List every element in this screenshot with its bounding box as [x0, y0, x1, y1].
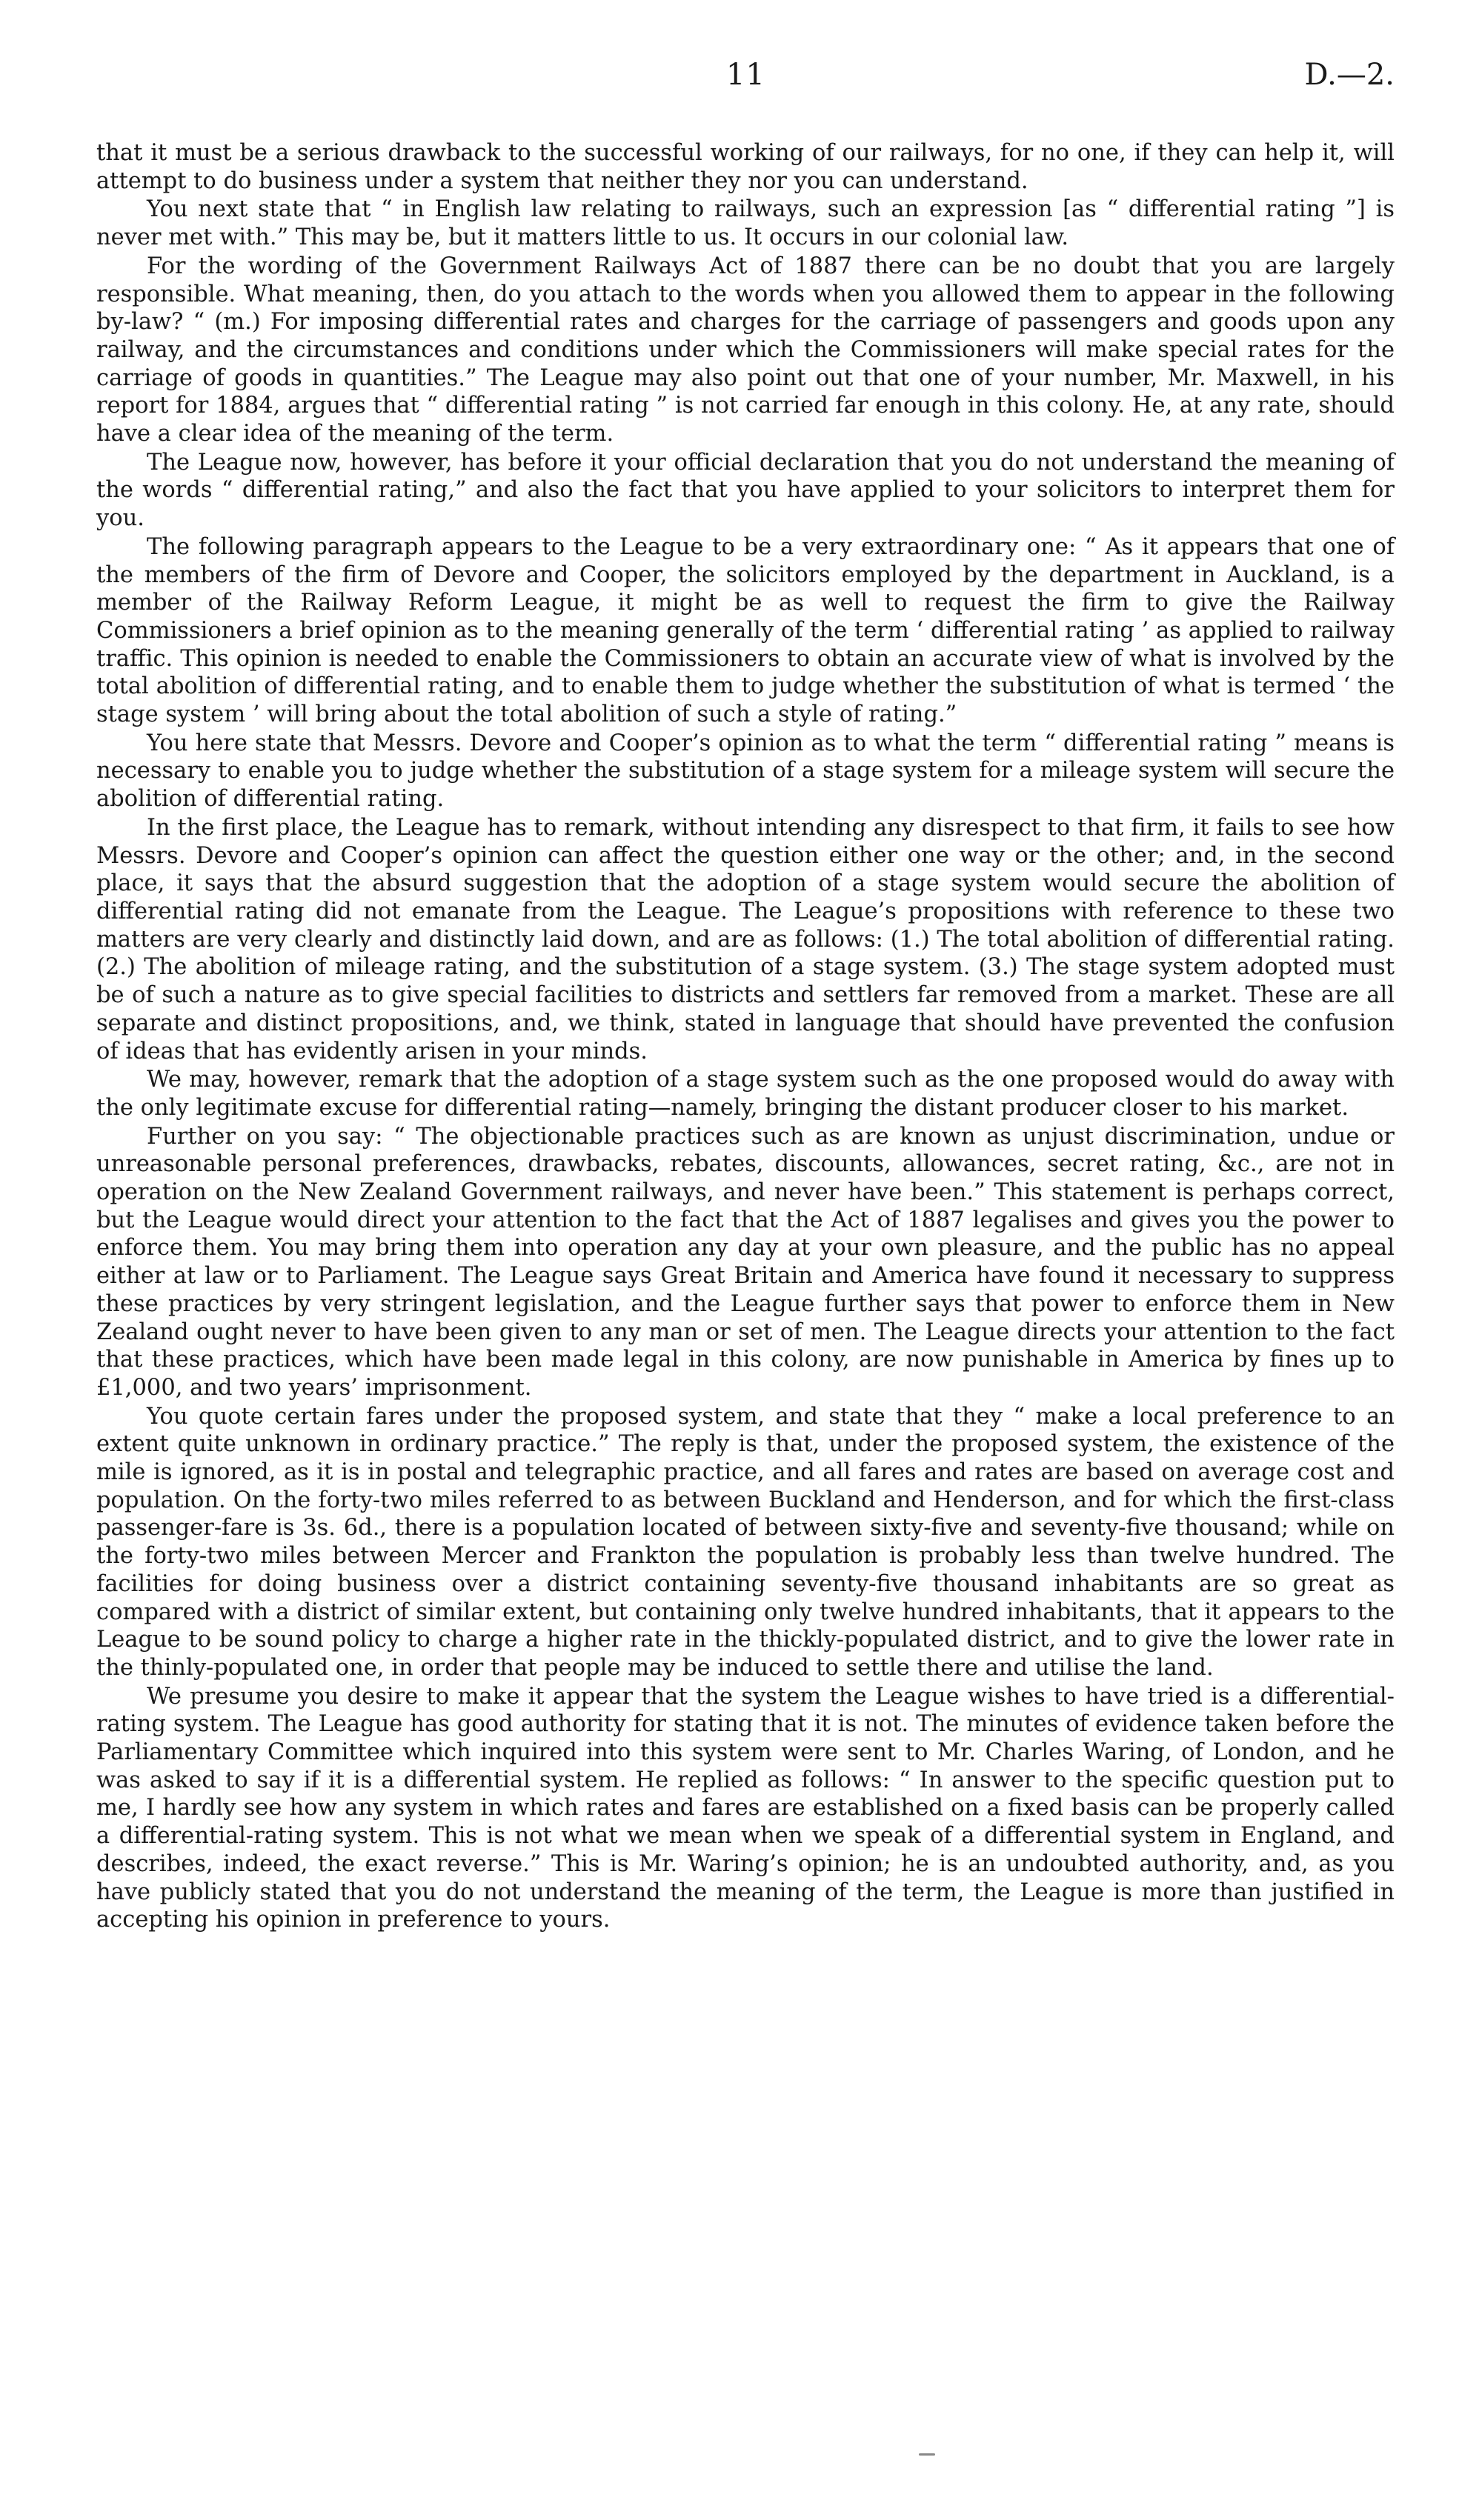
- document-reference: D.—2.: [1304, 58, 1395, 92]
- paragraph: We may, however, remark that the adoption of a stage system such as the one proposed would do away with the only legitimate excuse for differential rating—namely, bringing the distant producer closer to his market.: [96, 1067, 1395, 1121]
- paragraph: We presume you desire to make it appear that the system the League wishes to have tried is a differential-rating system. The League has good authority for stating that it is not. The minutes of evidence taken before the Parliamentary Committee which inquired into this system were sent to Mr. Charles Waring, of London, and he was asked to say if it is a differential system. He replied as follows: “ In answer to the specific question put to me, I hardly see how any system in which rates and fares are established on a fixed basis can be properly called a differential-rating system. This is not what we mean when we speak of a differential system in England, and describes, indeed, the exact reverse.” This is Mr. Waring’s opinion; he is an undoubted authority, and, as you have publicly stated that you do not understand the meaning of the term, the League is more than justified in accepting his opinion in preference to yours.: [96, 1683, 1395, 1933]
- paragraph: You here state that Messrs. Devore and Cooper’s opinion as to what the term “ differential rating ” means is necessary to enable you to judge whether the substitution of a stage system for a mileage system will secure the abolition of differential rating.: [96, 730, 1395, 813]
- page-header: [96, 58, 1395, 102]
- paragraph: For the wording of the Government Railways Act of 1887 there can be no doubt that you are largely responsible. What meaning, then, do you attach to the words when you allowed them to appear in the following by-law? “ (m.) For imposing differential rates and charges for the carriage of passengers and goods upon any railway, and the circumstances and conditions under which the Commissioners will make special rates for the carriage of goods in quantities.” The League may also point out that one of your number, Mr. Maxwell, in his report for 1884, argues that “ differential rating ” is not carried far enough in this colony. He, at any rate, should have a clear idea of the meaning of the term.: [96, 253, 1395, 447]
- paragraph: Further on you say: “ The objectionable practices such as are known as unjust discrimination, undue or unreasonable personal preferences, drawbacks, rebates, discounts, allowances, secret rating, &c., are not in operation on the New Zealand Government railways, and never have been.” This statement is perhaps correct, but the League would direct your attention to the fact that the Act of 1887 legalises and gives you the power to enforce them. You may bring them into operation any day at your own pleasure, and the public has no appeal either at law or to Parliament. The League says Great Britain and America have found it necessary to suppress these practices by very stringent legislation, and the League further says that power to enforce them in New Zealand ought never to have been given to any man or set of men. The League directs your attention to the fact that these practices, which have been made legal in this colony, are now punishable in America by fines up to £1,000, and two years’ imprisonment.: [96, 1123, 1395, 1401]
- paragraph: The following paragraph appears to the League to be a very extraordinary one: “ As it appears that one of the members of the firm of Devore and Cooper, the solicitors employed by the department in Auckland, is a member of the Railway Reform League, it might be as well to request the firm to give the Railway Commissioners a brief opinion as to the meaning generally of the term ‘ differential rating ’ as applied to railway traffic. This opinion is needed to enable the Commissioners to obtain an accurate view of what is involved by the total abolition of differential rating, and to enable them to judge whether the substitution of what is termed ‘ the stage system ’ will bring about the total abolition of such a style of rating.”: [96, 533, 1395, 728]
- scan-speck: [919, 2453, 935, 2456]
- paragraph: In the first place, the League has to remark, without intending any disrespect to that firm, it fails to see how Messrs. Devore and Cooper’s opinion can affect the question either one way or the other; and, in the second place, it says that the absurd suggestion that the adoption of a stage system would secure the abolition of differential rating did not emanate from the League. The League’s propositions with reference to these two matters are very clearly and distinctly laid down, and are as follows: (1.) The total abolition of differential rating. (2.) The abolition of mileage rating, and the substitution of a stage system. (3.) The stage system adopted must be of such a nature as to give special facilities to districts and settlers far removed from a market. These are all separate and distinct propositions, and, we think, stated in language that should have prevented the confusion of ideas that has evidently arisen in your minds.: [96, 814, 1395, 1064]
- letter-body: [96, 139, 1395, 1935]
- paragraph: The League now, however, has before it your official declaration that you do not understand the meaning of the words “ differential rating,” and also the fact that you have applied to your solicitors to interpret them for you.: [96, 449, 1395, 532]
- page-number: 11: [726, 58, 765, 92]
- paragraph: You next state that “ in English law relating to railways, such an expression [as “ differential rating ”] is never met with.” This may be, but it matters little to us. It occurs in our colonial law.: [96, 196, 1395, 251]
- paragraph: You quote certain fares under the proposed system, and state that they “ make a local preference to an extent quite unknown in ordinary practice.” The reply is that, under the proposed system, the existence of the mile is ignored, as it is in postal and telegraphic practice, and all fares and rates are based on average cost and population. On the forty-two miles referred to as between Buckland and Henderson, and for which the first-class passenger-fare is 3s. 6d., there is a population located of between sixty-five and seventy-five thousand; while on the forty-two miles between Mercer and Frankton the population is probably less than twelve hundred. The facilities for doing business over a district containing seventy-five thousand inhabitants are so great as compared with a district of similar extent, but containing only twelve hundred inhabitants, that it appears to the League to be sound policy to charge a higher rate in the thickly-populated district, and to give the lower rate in the thinly-populated one, in order that people may be induced to settle there and utilise the land.: [96, 1403, 1395, 1681]
- paragraph: that it must be a serious drawback to the successful working of our railways, for no one, if they can help it, will attempt to do business under a system that neither they nor you can understand.: [96, 140, 1395, 194]
